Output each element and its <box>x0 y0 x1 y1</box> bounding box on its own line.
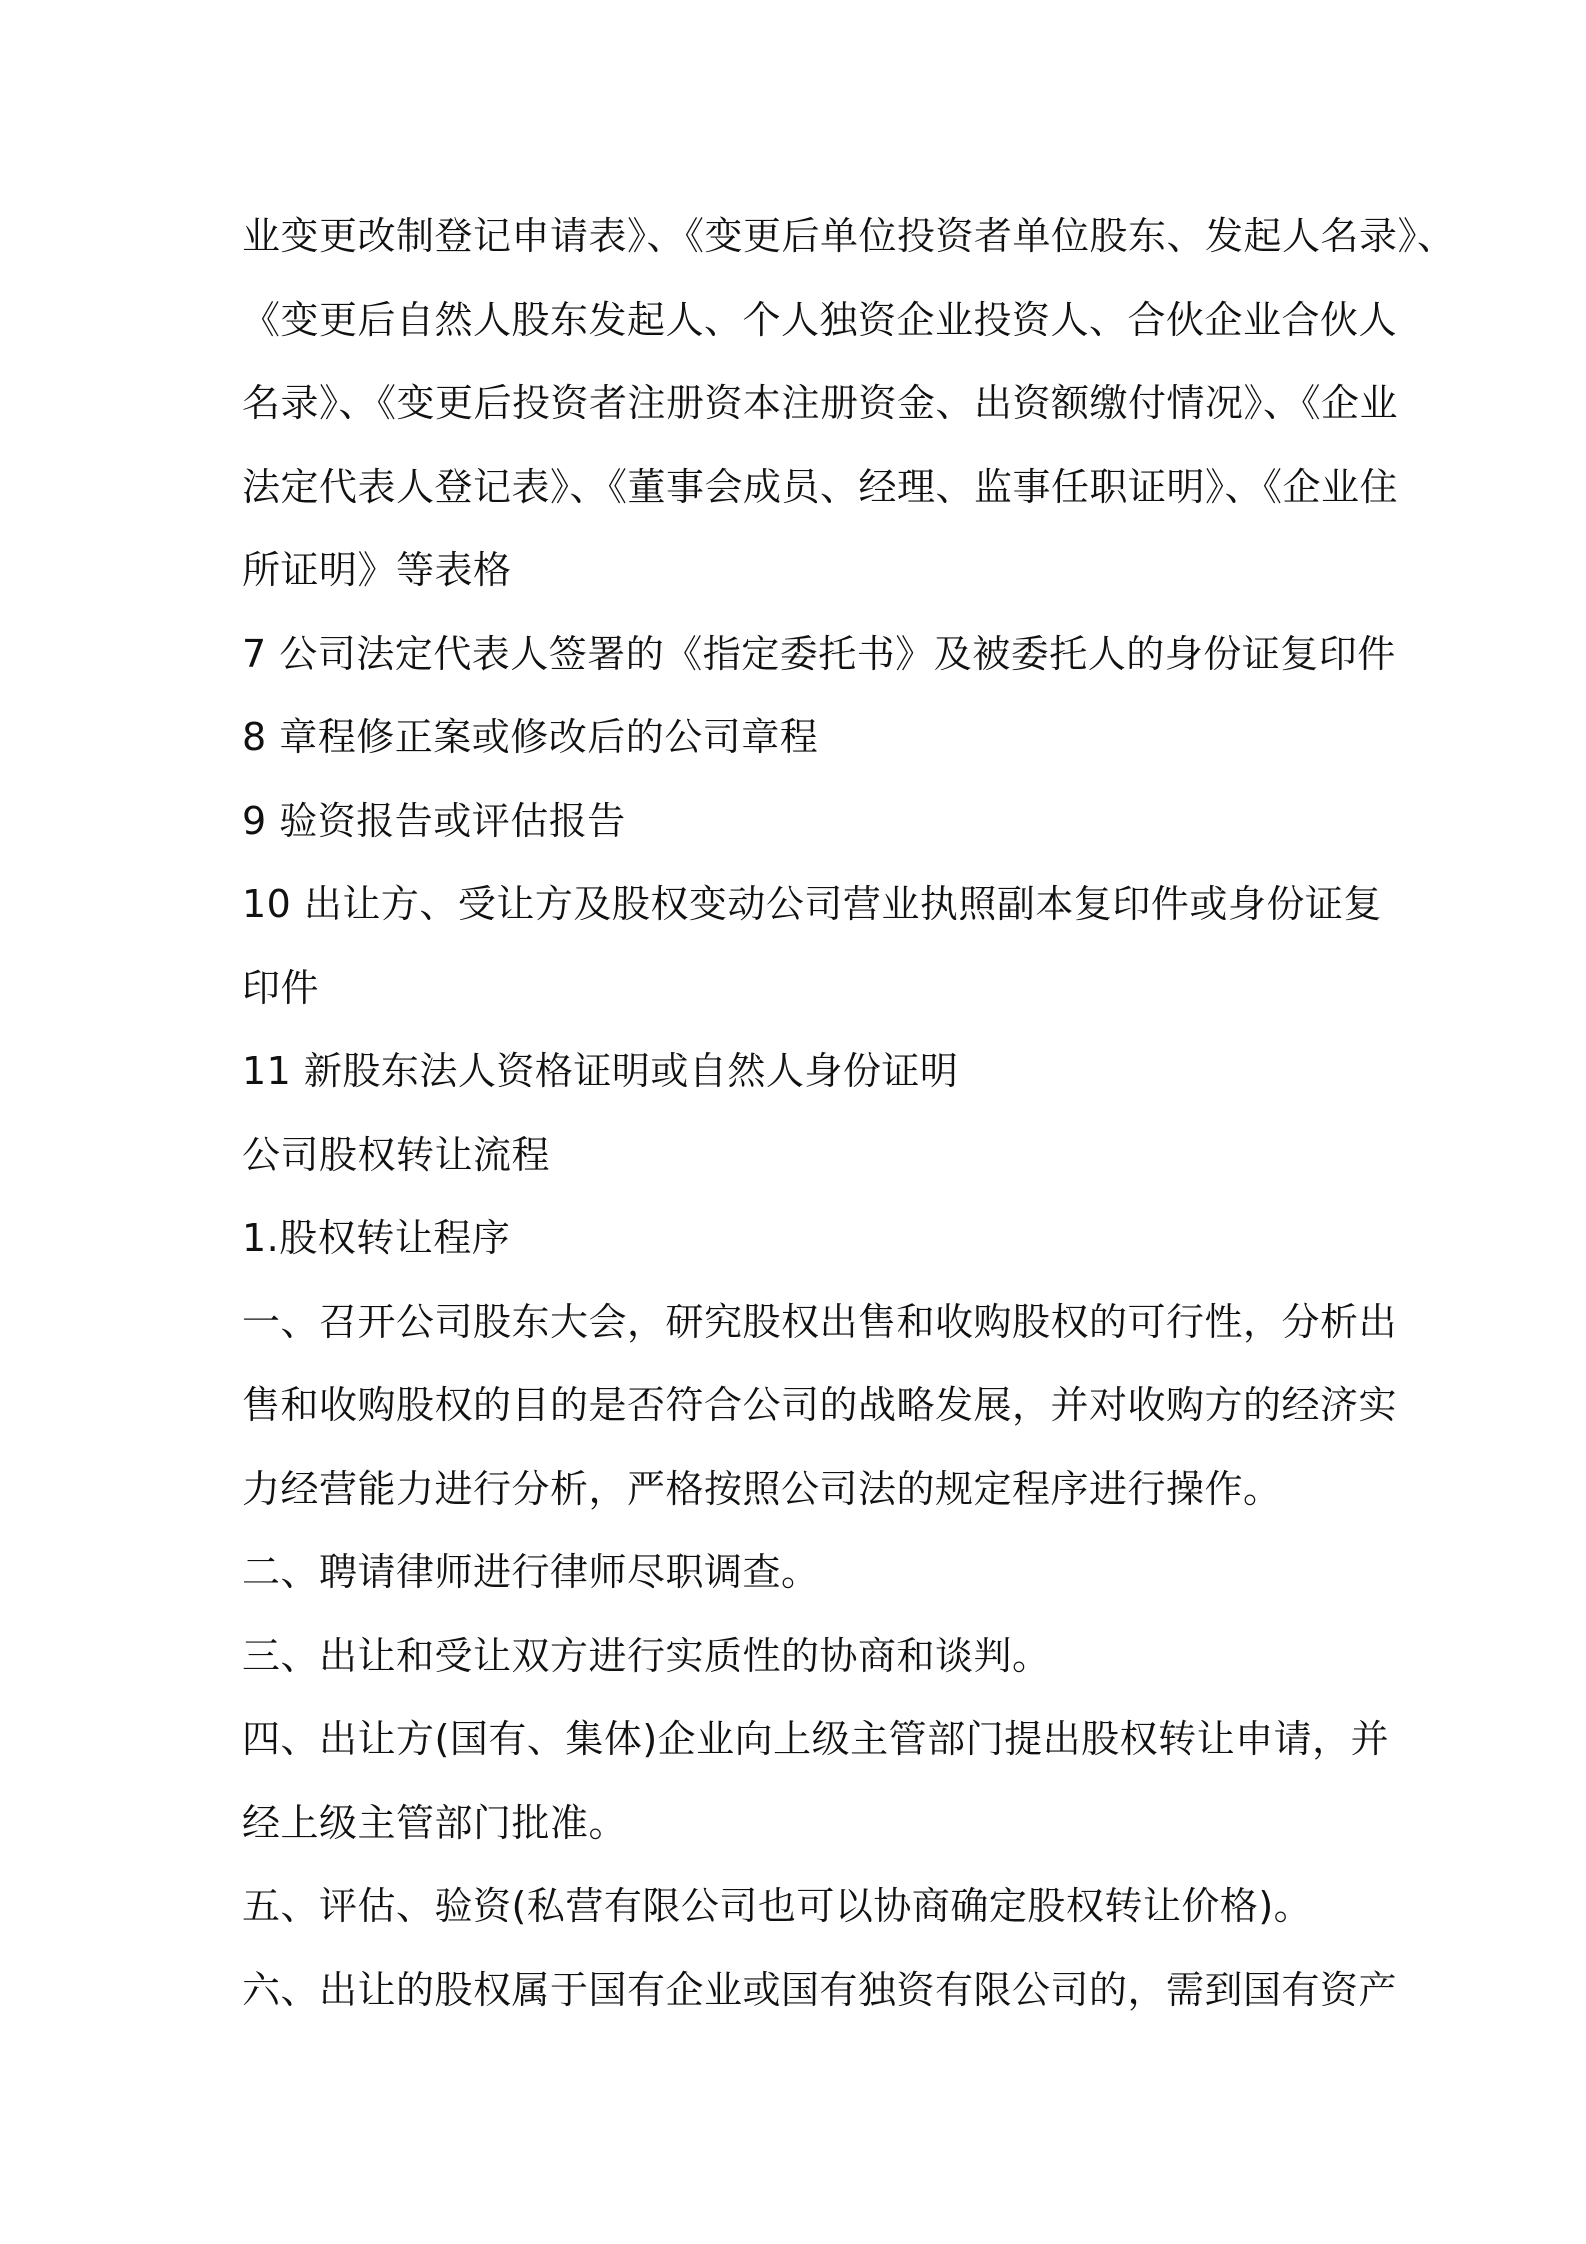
document-line: 所证明》等表格 <box>242 548 512 592</box>
step-2: 二、聘请律师进行律师尽职调查。 <box>242 1550 820 1594</box>
section-heading: 公司股权转让流程 <box>242 1132 551 1177</box>
step-4: 四、出让方(国有、集体)企业向上级主管部门提出股权转让申请，并 <box>242 1717 1390 1761</box>
step-5: 五、评估、验资(私营有限公司也可以协商确定股权转让价格)。 <box>242 1884 1313 1928</box>
document-body <box>242 195 1456 2032</box>
step-4-continued: 经上级主管部门批准。 <box>242 1800 628 1845</box>
step-1-continued: 力经营能力进行分析，严格按照公司法的规定程序进行操作。 <box>242 1466 1282 1511</box>
document-line: 《变更后自然人股东发起人、个人独资企业投资人、合伙企业合伙人 <box>242 297 1398 342</box>
list-item-10: 10 出让方、受让方及股权变动公司营业执照副本复印件或身份证复 <box>242 882 1382 926</box>
subsection-heading: 1.股权转让程序 <box>242 1216 511 1260</box>
list-item-9: 9 验资报告或评估报告 <box>242 798 626 843</box>
document-line: 业变更改制登记申请表》、《变更后单位投资者单位股东、发起人名录》、 <box>242 214 1456 258</box>
list-item-8: 8 章程修正案或修改后的公司章程 <box>242 715 819 759</box>
document-line: 名录》、《变更后投资者注册资本注册资金、出资额缴付情况》、《企业 <box>242 381 1399 425</box>
step-6: 六、出让的股权属于国有企业或国有独资有限公司的，需到国有资产 <box>242 1967 1398 2012</box>
list-item-11: 11 新股东法人资格证明或自然人身份证明 <box>242 1049 959 1093</box>
step-1: 一、召开公司股东大会，研究股权出售和收购股权的可行性，分析出 <box>242 1299 1398 1344</box>
list-item-10-continued: 印件 <box>242 965 320 1010</box>
step-1-continued: 售和收购股权的目的是否符合公司的战略发展，并对收购方的经济实 <box>242 1383 1398 1427</box>
list-item-7: 7 公司法定代表人签署的《指定委托书》及被委托人的身份证复印件 <box>242 631 1396 676</box>
step-3: 三、出让和受让双方进行实质性的协商和谈判。 <box>242 1633 1051 1678</box>
document-line: 法定代表人登记表》、《董事会成员、经理、监事任职证明》、《企业住 <box>242 464 1399 509</box>
